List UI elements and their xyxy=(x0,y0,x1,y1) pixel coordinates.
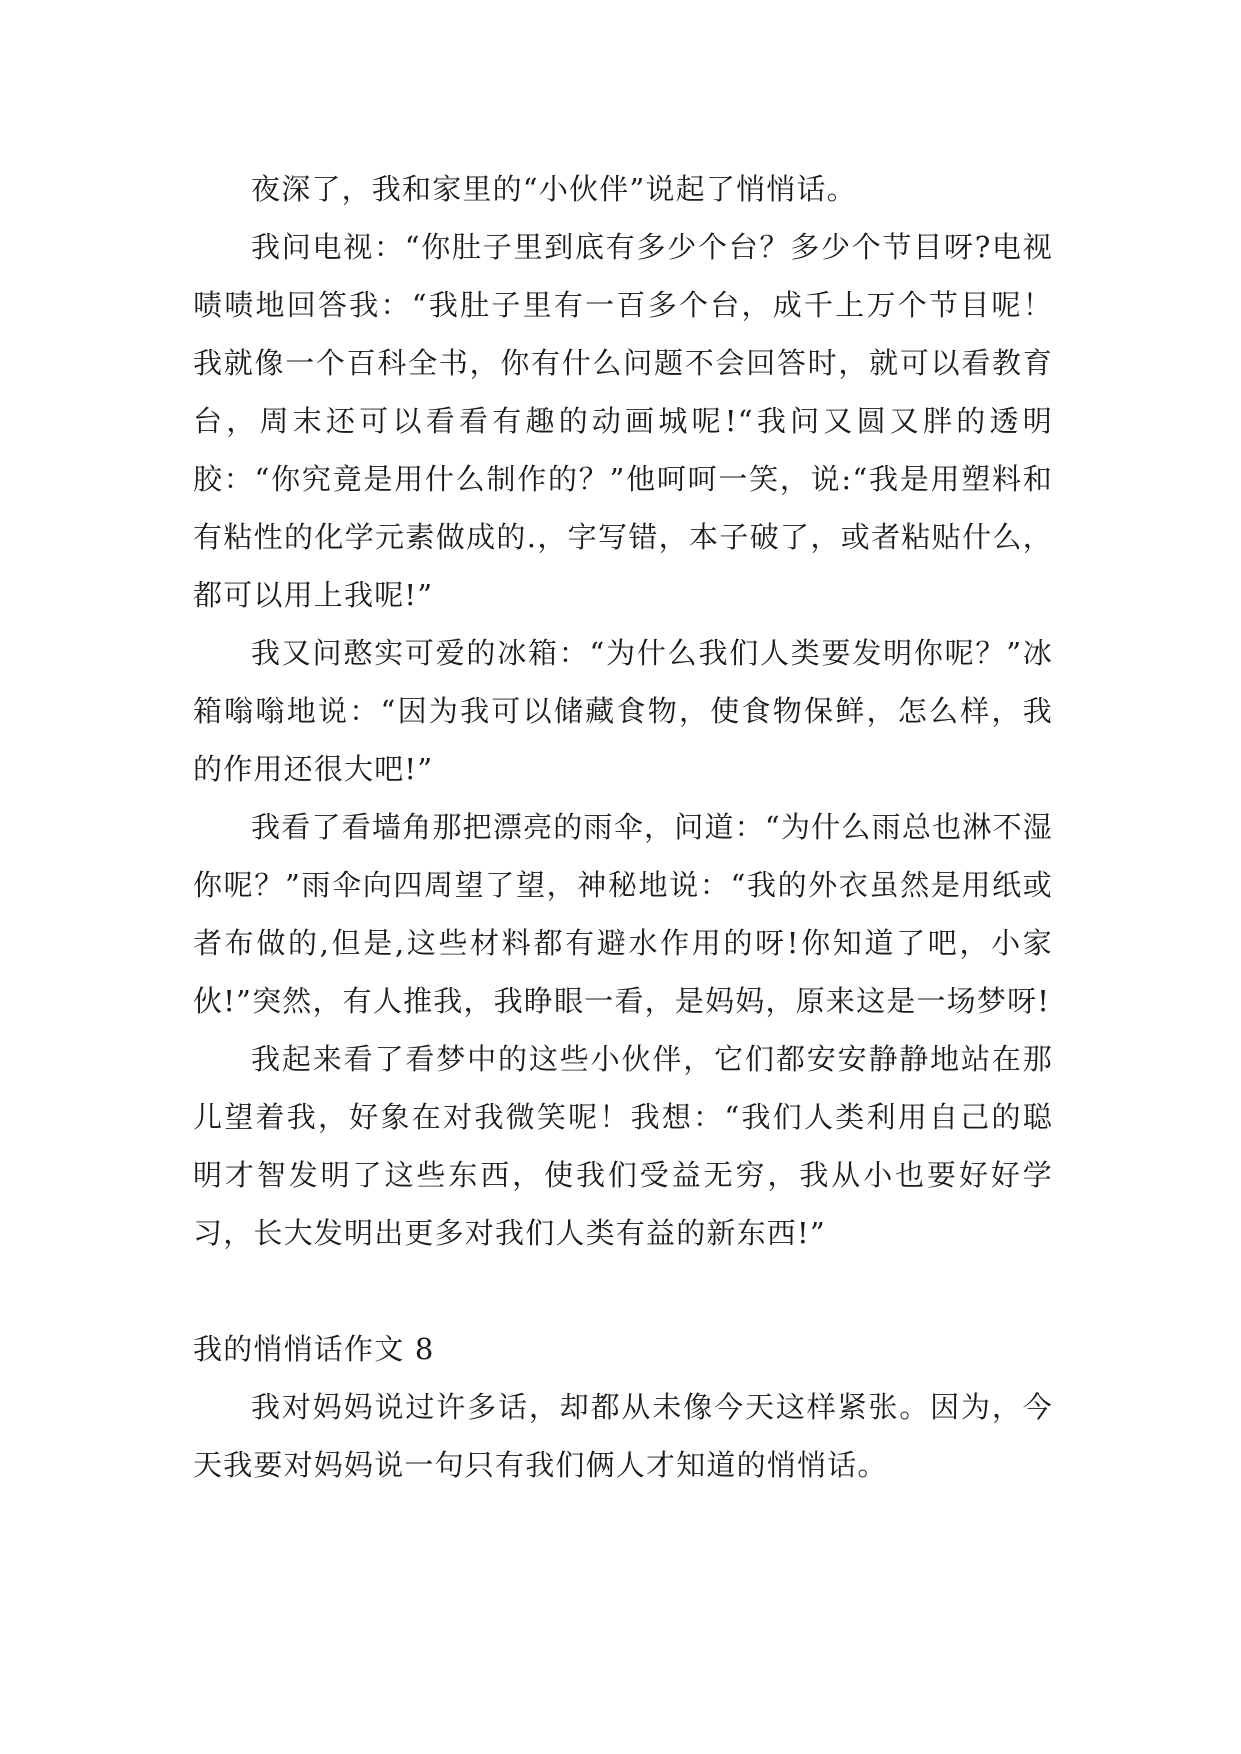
section-title: 我的悄悄话作文 8 xyxy=(193,1332,435,1366)
paragraph: 我对妈妈说过许多话，却都从未像今天这样紧张。因为，今天我要对妈妈说一句只有我们俩人才知道的悄悄话。 xyxy=(193,1390,1053,1482)
paragraph: 我又问憨实可爱的冰箱：“为什么我们人类要发明你呢？”冰箱嗡嗡地说：“因为我可以储藏食物，使食物保鲜，怎么样，我的作用还很大吧!” xyxy=(193,636,1053,786)
document-body xyxy=(193,160,1053,1494)
paragraph: 夜深了，我和家里的“小伙伴”说起了悄悄话。 xyxy=(251,172,857,206)
paragraph: 我起来看了看梦中的这些小伙伴，它们都安安静静地站在那儿望着我，好象在对我微笑呢！我想：“我们人类利用自己的聪明才智发明了这些东西，使我们受益无穷，我从小也要好好学习，长大发明出更多对我们人类有益的新东西!” xyxy=(193,1042,1053,1250)
paragraph: 我看了看墙角那把漂亮的雨伞，问道：“为什么雨总也淋不湿你呢？”雨伞向四周望了望，神秘地说：“我的外衣虽然是用纸或者布做的,但是,这些材料都有避水作用的呀!你知道了吧，小家伙!”突然，有人推我，我睁眼一看，是妈妈，原来这是一场梦呀! xyxy=(193,810,1053,1018)
paragraph: 我问电视：“你肚子里到底有多少个台？多少个节目呀?电视啧啧地回答我：“我肚子里有一百多个台，成千上万个节目呢！我就像一个百科全书，你有什么问题不会回答时，就可以看教育台，周末还可以看看有趣的动画城呢!“我问又圆又胖的透明胶：“你究竟是用什么制作的？”他呵呵一笑，说:“我是用塑料和有粘性的化学元素做成的.，字写错，本子破了，或者粘贴什么，都可以用上我呢!” xyxy=(193,230,1053,612)
